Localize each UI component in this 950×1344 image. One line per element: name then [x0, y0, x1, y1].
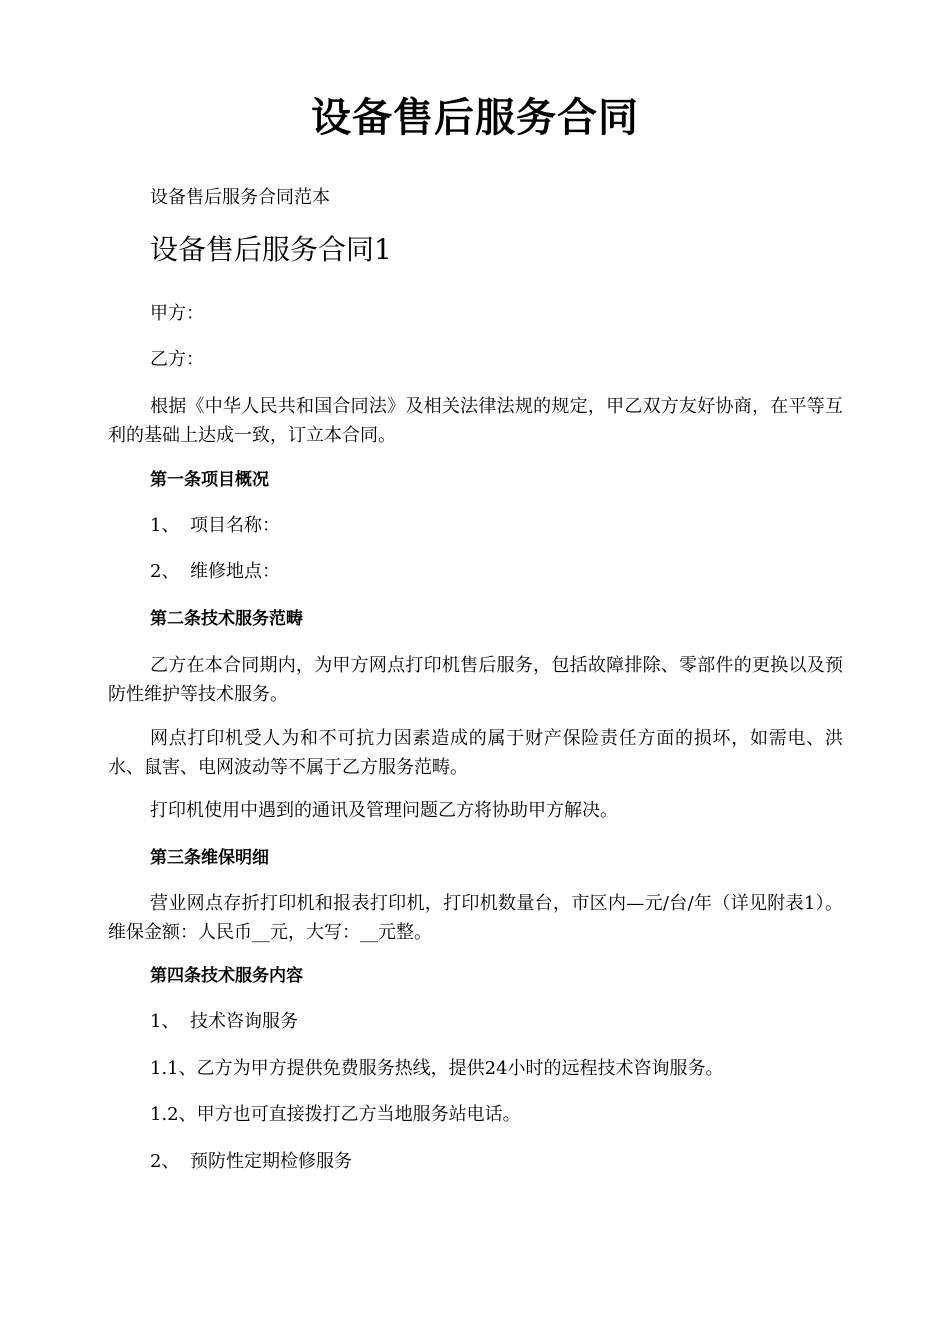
article-2-paragraph-3: 打印机使用中遇到的通讯及管理问题乙方将协助甲方解决。 [150, 800, 618, 821]
article-2-title: 第二条技术服务范畴 [150, 609, 303, 629]
article-4-sub-1: 1.1、乙方为甲方提供免费服务热线，提供24小时的远程技术咨询服务。 [150, 1058, 724, 1079]
party-b-label: 乙方： [150, 349, 204, 370]
article-2-paragraph-1: 乙方在本合同期内，为甲方网点打印机售后服务，包括故障排除、零部件的更换以及预防性维护等技术服务。 [108, 655, 843, 705]
item-text: 预防性定期检修服务 [190, 1151, 352, 1172]
intro-paragraph: 根据《中华人民共和国合同法》及相关法律法规的规定，甲乙双方友好协商，在平等互利的基础上达成一致，订立本合同。 [108, 396, 843, 446]
article-2-paragraph-2: 网点打印机受人为和不可抗力因素造成的属于财产保险责任方面的损坏，如需电、洪水、鼠害、电网波动等不属于乙方服务范畴。 [108, 728, 843, 778]
article-4-item-1 [150, 1008, 298, 1036]
item-number: 2、 [150, 561, 180, 582]
item-number: 1、 [150, 515, 180, 536]
contract-heading: 设备售后服务合同1 [150, 233, 392, 266]
item-number: 1、 [150, 1011, 180, 1032]
article-4-title: 第四条技术服务内容 [150, 966, 303, 986]
item-text: 技术咨询服务 [190, 1011, 298, 1032]
item-number: 2、 [150, 1151, 180, 1172]
item-text: 维修地点： [190, 561, 280, 582]
document-title: 设备售后服务合同 [311, 94, 639, 141]
article-1-item-2 [150, 558, 280, 586]
article-1-item-1 [150, 512, 280, 540]
article-1-title: 第一条项目概况 [150, 470, 269, 490]
item-text: 项目名称： [190, 515, 280, 536]
document-subtitle: 设备售后服务合同范本 [150, 187, 330, 208]
article-4-sub-2: 1.2、甲方也可直接拨打乙方当地服务站电话。 [150, 1104, 521, 1125]
party-a-label: 甲方： [150, 303, 204, 324]
article-3-title: 第三条维保明细 [150, 848, 269, 868]
article-3-paragraph: 营业网点存折打印机和报表打印机，打印机数量台，市区内—元/台/年（详见附表1）。维保金额：人民币__元，大写：__元整。 [108, 893, 843, 943]
article-4-item-2 [150, 1148, 352, 1176]
